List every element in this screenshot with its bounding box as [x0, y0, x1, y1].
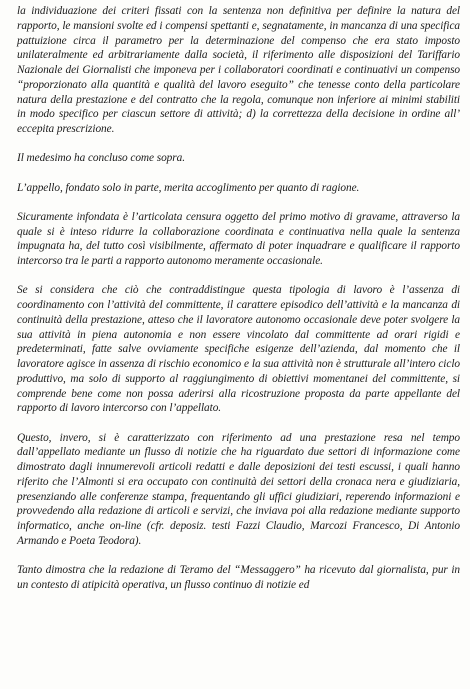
paragraph-teramo-editorial: Tanto dimostra che la redazione di Teramo del “Messaggero” ha ricevuto dal giornalista, pur in un contesto di atipicità operativa, un flusso continuo di notizie ed — [17, 564, 460, 591]
paragraph-criteria-continuation: la individuazione dei criteri fissati con la sentenza non definitiva per definire la natura del rapporto, le mansioni svolte ed i compensi spettanti e, segnatamente, in mancanza di una specifica pattuizione circa il parametro per la determinazione del compenso che era stato imposto unilateralmente ed arbitrariamente dalla società, il riferimento alle disposizioni del Tariffario Nazionale dei Giornalisti che imponeva per i collaboratori coordinati e continuativi un compenso “proporzionato alla quantità e qualità del lavoro eseguito” che tenesse conto della particolare natura della prestazione e del contratto che la regola, comunque non inferiore ai minimi stabiliti in modo specifico per ciascun settore di attività; d) la correttezza della decisione in ordine all’ eccepita prescrizione. — [17, 5, 460, 135]
paragraph-occasional-work: Se si considera che ciò che contraddistingue questa tipologia di lavoro è l’assenza di coordinamento con l’attività del committente, il carattere episodico dell’attività e la mancanza di continuità della prestazione, atteso che il lavoratore autonomo occasionale deve poter svolgere la sua attività in piena autonomia e non essere vincolato dal committente ad orari rigidi e predeterminati, fatte salve ovviamente specifiche esigenze dell’azienda, dal momento che il lavoratore agisce in assenza di rischio economico e la sua attività non è strutturale all’intero ciclo produttivo, ma solo di supporto al raggiungimento di obiettivi momentanei del committente, si comprende bene come non possa aderirsi alla ricostruzione proposta da parte appellante del rapporto di lavoro intercorso con l’appellato. — [17, 284, 460, 415]
paragraph-conclusion-note: Il medesimo ha concluso come sopra. — [17, 152, 185, 165]
paragraph-first-ground: Sicuramente infondata è l’articolata censura oggetto del primo motivo di gravame, attraverso la quale si è inteso ridurre la collaborazione coordinata e continuativa nella quale la sentenza impugnata ha, del tutto così visibilmente, affermato di poter inquadrare e qualificare il rapporto intercorso tra le parti a rapporto autonomo meramente occasionale. — [17, 210, 460, 267]
paragraph-appeal-outcome: L’appello, fondato solo in parte, merita accoglimento per quanto di ragione. — [17, 181, 360, 194]
paragraph-news-flow: Questo, invero, si è caratterizzato con riferimento ad una prestazione resa nel tempo dall’appellato mediante un flusso di notizie che ha riguardato due settori di informazione come dimostrato dagli innumerevoli articoli redatti e dalle deposizioni dei testi escussi, i quali hanno riferito che l’Almonti si era occupato con continuità dei settori della cronaca nera e giudiziaria, presenziando alle conferenze stampa, frequentando gli uffici giudiziari, reperendo informazioni e provvedendo alla redazione di articoli e servizi, che inviava poi alla redazione mediante supporto informatico, anche on-line (cfr. deposiz. testi Fazzi Claudio, Marcozi Francesco, Di Antonio Armando e Poeta Teodora). — [17, 431, 460, 547]
